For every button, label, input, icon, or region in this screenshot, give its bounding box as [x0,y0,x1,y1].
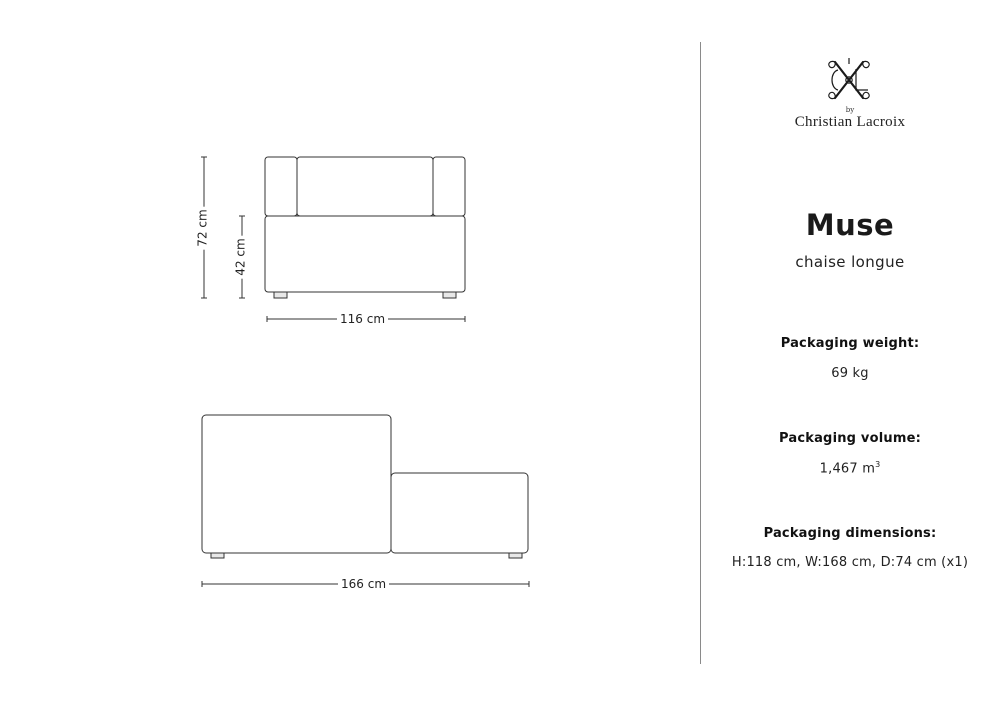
top-right-foot [509,553,522,558]
top-view-drawing [202,415,528,558]
front-left-arm [265,157,297,216]
front-left-foot [274,292,287,298]
packaging-weight-value: 69 kg [831,366,869,381]
brand-name: Christian Lacroix [794,114,906,130]
front-right-foot [443,292,456,298]
vertical-divider [700,42,701,664]
packaging-volume-value [700,460,1000,476]
front-view-drawing [265,157,465,298]
brand-by: by [845,106,855,114]
product-name: Muse [805,208,895,242]
top-chaise-extension [391,473,528,553]
product-type: chaise longue [795,253,905,271]
top-main-block [202,415,391,553]
top-left-foot [211,553,224,558]
dimension-width-top: 166 cm [338,577,389,591]
volume-unit-superscript: 3 [875,460,881,469]
dimension-height-total: 72 cm [196,206,210,249]
packaging-weight-label: Packaging weight: [780,336,920,351]
front-seat-base [265,216,465,292]
front-backrest [297,157,433,216]
packaging-volume-label: Packaging volume: [778,431,921,446]
dimension-width-front: 116 cm [337,312,388,326]
cxl-monogram-logo [826,54,872,104]
packaging-dimensions-value: H:118 cm, W:168 cm, D:74 cm (x1) [731,555,969,570]
volume-number: 1,467 m [819,461,876,477]
dimension-height-seat: 42 cm [234,235,248,278]
front-right-arm [433,157,465,216]
packaging-dimensions-label: Packaging dimensions: [763,526,937,541]
